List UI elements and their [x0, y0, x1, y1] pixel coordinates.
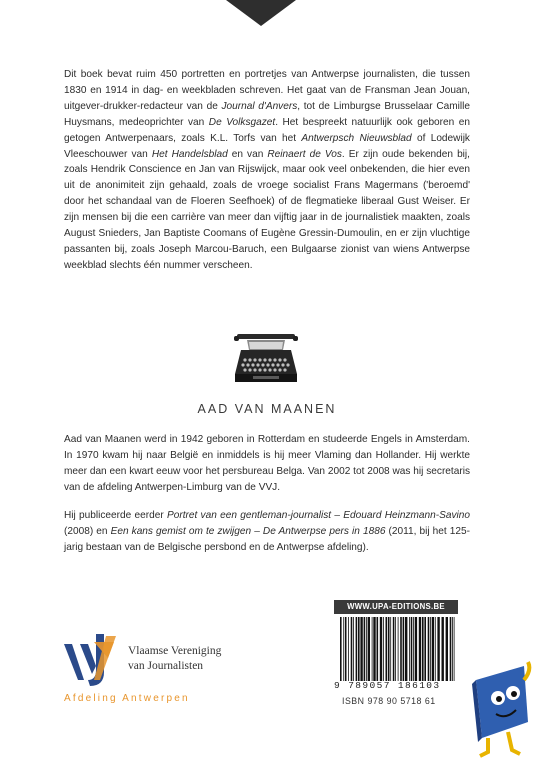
- barcode-bar: [432, 617, 434, 681]
- barcode-bar: [343, 617, 344, 681]
- barcode-bar: [364, 617, 366, 681]
- vvj-afdeling: Afdeling Antwerpen: [64, 693, 190, 704]
- barcode-bar: [390, 617, 391, 681]
- barcode-bar: [380, 617, 382, 681]
- barcode-block: [334, 600, 484, 710]
- barcode-bar: [340, 617, 342, 681]
- author-heading: AAD VAN MAANEN: [197, 402, 337, 416]
- intro-paragraph: Dit boek bevat ruim 450 portretten en portretjes van Antwerpse journalisten, die tussen 1830 en 1914 in dag- en weekbladen schreven. Het gaat van de Fransman Jean Jouan, uitgever-drukker-redacteur van de Journal d'Anvers, tot de Limburgse Brusselaar Camille Huysmans, medeoprichter van De Volksgazet. Het bespreekt natuurlijk ook geboren en getogen Antwerpenaars, zoals K.L. Torfs van het Antwerpsch Nieuwsblad of Lodewijk Vleeschouwer van Het Handelsblad en van Reinaert de Vos. Er zijn oude bekenden bij, zoals Hendrik Conscience en Jan van Rijswijck, maar ook veel onbekenden, die hier even uit de anonimiteit zijn gehaald, zoals de vroege socialist Frans Magermans ('beroemd' door het schandaal van de Floeren Seefhoek) of de flegmatieke liberaal Gust Weiser. Er zijn mensen bij die een carrière van meer dan vijftig jaar in de journalistiek maakten, zoals August Snieders, Jan Baptiste Coomans of Eugène Gressin-Dumoulin, en er zijn vluchtige passanten bij, zoals Joseph Marcou-Baruch, een Bulgaarse zionist van wiens Antwerpse weekblad slechts één nummer verscheen.: [64, 69, 470, 271]
- barcode-bar: [348, 617, 349, 681]
- typewriter-icon: [233, 330, 299, 386]
- barcode-bar: [366, 617, 367, 681]
- barcode-bar: [413, 617, 414, 681]
- barcode-bar: [383, 617, 384, 681]
- barcode-bar: [400, 617, 402, 681]
- barcode-bar: [358, 617, 360, 681]
- barcode-bar: [360, 617, 362, 681]
- vvj-name-line2: van Journalisten: [128, 660, 204, 672]
- barcode-bar: [422, 617, 424, 681]
- barcode-bar: [428, 617, 430, 681]
- barcode-bar: [411, 617, 413, 681]
- barcode-bar: [403, 617, 405, 681]
- barcode-bar: [372, 617, 373, 681]
- barcode-bar: [405, 617, 407, 681]
- publisher-url: WWW.UPA-EDITIONS.BE: [334, 600, 458, 614]
- barcode-bar: [356, 617, 358, 681]
- barcode-bar: [450, 617, 452, 681]
- barcode-bar: [368, 617, 370, 681]
- barcode-bar: [454, 617, 455, 681]
- barcode-bar: [415, 617, 417, 681]
- barcode-bar: [345, 617, 347, 681]
- barcode-bar: [377, 617, 379, 681]
- barcode-bar: [395, 617, 396, 681]
- ean-number: 9 789057 186103: [334, 680, 441, 691]
- barcode-bar: [430, 617, 431, 681]
- barcode-bar: [419, 617, 421, 681]
- barcode-bar: [424, 617, 426, 681]
- barcode-bar: [373, 617, 375, 681]
- barcode-bar: [435, 617, 436, 681]
- top-tab-marker: [226, 0, 296, 26]
- barcode-bar: [393, 617, 395, 681]
- barcode-bar: [386, 617, 388, 681]
- barcode-bar: [446, 617, 448, 681]
- isbn-number: ISBN 978 90 5718 61: [342, 696, 436, 706]
- barcode-bar: [353, 617, 354, 681]
- barcode-bars: [338, 617, 458, 681]
- barcode-bar: [351, 617, 353, 681]
- barcode-bar: [452, 617, 453, 681]
- barcode-bar: [398, 617, 399, 681]
- barcode-bar: [442, 617, 444, 681]
- author-publications: Hij publiceerde eerder Portret van een gentleman-journalist – Edouard Heinzmann-Savino (2008) en Een kans gemist om te zwijgen – De Antwerpse pers in 1886 (2011, bij het 125-jarig bestaan van de Belgische persbond en de Antwerpse afdeling).: [64, 510, 471, 553]
- barcode-bar: [388, 617, 390, 681]
- author-bio: Aad van Maanen werd in 1942 geboren in Rotterdam en studeerde Engels in Amsterdam. In 1970 kwam hij naar België en inmiddels is hij meer Vlaming dan Hollander. Hij werkte meer dan een kwart eeuw voor het persbureau Belga. Van 2002 tot 2008 was hij secretaris van de afdeling Antwerpen-Limburg van de VVJ.: [64, 434, 470, 493]
- vvj-name-line1: Vlaamse Vereniging: [128, 645, 222, 657]
- vvj-logo: [60, 628, 310, 710]
- barcode-bar: [437, 617, 439, 681]
- book-mascot-icon: [466, 660, 534, 758]
- barcode-bar: [409, 617, 410, 681]
- vvj-logo-icon: [60, 628, 122, 690]
